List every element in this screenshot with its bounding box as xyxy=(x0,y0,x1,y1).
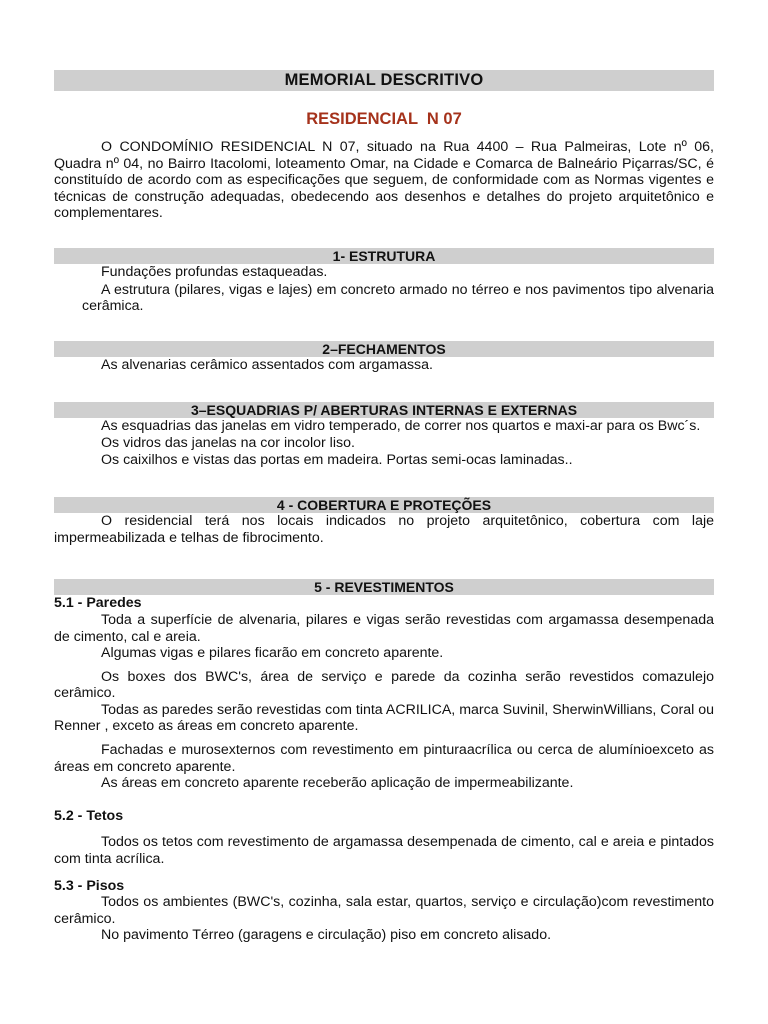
esquadrias-paragraph-3: Os caixilhos e vistas das portas em madeira. Portas semi-ocas laminadas.. xyxy=(101,451,573,468)
document-title: MEMORIAL DESCRITIVO xyxy=(54,70,714,91)
cobertura-paragraph-1: O residencial terá nos locais indicados no projeto arquitetônico, cobertura com laje impermeabilizada e telhas de fibrocimento. xyxy=(54,513,714,546)
paredes-paragraph-6: As áreas em concreto aparente receberão aplicação de impermeabilizante. xyxy=(101,775,574,792)
section-heading-esquadrias: 3–ESQUADRIAS P/ ABERTURAS INTERNAS E EXTERNAS xyxy=(54,402,714,418)
pisos-paragraph-1: Todos os ambientes (BWC's, cozinha, sala estar, quartos, serviço e circulação)com revestimento cerâmico. xyxy=(54,894,714,927)
estrutura-paragraph-1: Fundações profundas estaqueadas. xyxy=(101,263,328,280)
section-heading-estrutura: 1- ESTRUTURA xyxy=(54,248,714,264)
subsection-heading-pisos: 5.3 - Pisos xyxy=(54,877,125,894)
subsection-heading-tetos: 5.2 - Tetos xyxy=(54,807,124,824)
esquadrias-paragraph-1: As esquadrias das janelas em vidro temperado, de correr nos quartos e maxi-ar para os Bwc´s. xyxy=(101,418,701,435)
paredes-paragraph-1: Toda a superfície de alvenaria, pilares e vigas serão revestidas com argamassa desempenada de cimento, cal e areia. xyxy=(54,611,714,645)
subsection-heading-paredes: 5.1 - Paredes xyxy=(54,595,142,612)
pisos-paragraph-2: No pavimento Térreo (garagens e circulação) piso em concreto alisado. xyxy=(101,927,552,944)
tetos-paragraph-1: Todos os tetos com revestimento de argamassa desempenada de cimento, cal e areia e pintados com tinta acrílica. xyxy=(54,834,714,868)
paredes-paragraph-4: Todas as paredes serão revestidas com tinta ACRILICA, marca Suvinil, SherwinWillians, Coral ou Renner , exceto as áreas em concreto aparente. xyxy=(54,701,714,735)
paredes-paragraph-2: Algumas vigas e pilares ficarão em concreto aparente. xyxy=(101,645,444,662)
section-heading-revestimentos: 5 - REVESTIMENTOS xyxy=(54,579,714,595)
fechamentos-paragraph-1: As alvenarias cerâmico assentados com argamassa. xyxy=(101,356,433,373)
esquadrias-paragraph-2: Os vidros das janelas na cor incolor liso. xyxy=(101,434,355,451)
document-subtitle: RESIDENCIAL N 07 xyxy=(306,110,462,128)
paredes-paragraph-3: Os boxes dos BWC's, área de serviço e parede da cozinha serão revestidos comazulejo cerâmico. xyxy=(54,668,714,702)
estrutura-paragraph-2: A estrutura (pilares, vigas e lajes) em concreto armado no térreo e nos pavimentos tipo alvenaria cerâmica. xyxy=(82,281,714,315)
section-heading-fechamentos: 2–FECHAMENTOS xyxy=(54,341,714,357)
document-page xyxy=(54,70,714,944)
section-heading-cobertura: 4 - COBERTURA E PROTEÇÕES xyxy=(54,497,714,513)
paredes-paragraph-5: Fachadas e murosexternos com revestimento em pinturaacrílica ou cerca de alumínioexceto as áreas em concreto aparente. xyxy=(54,742,714,775)
intro-paragraph: O CONDOMÍNIO RESIDENCIAL N 07, situado na Rua 4400 – Rua Palmeiras, Lote nº 06, Quadra nº 04, no Bairro Itacolomi, loteamento Omar, na Cidade e Comarca de Balneário Piçarras/SC, é constituído de acordo com as especificações que seguem, de conformidade com as Normas vigentes e técnicas de construção adequadas, obedecendo aos desenhos e detalhes do projeto arquitetônico e complementares. xyxy=(54,139,714,222)
